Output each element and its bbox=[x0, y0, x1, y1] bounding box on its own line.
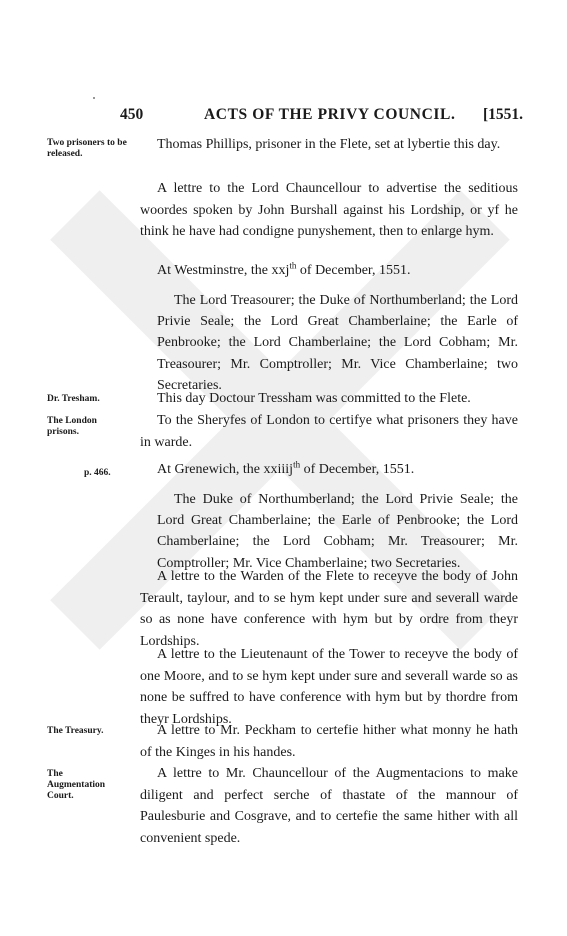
margin-note-two-prisoners: Two prisoners to be released. bbox=[47, 138, 127, 159]
margin-note-dr-tresham: Dr. Tresham. bbox=[47, 394, 100, 404]
attendance-list-grenewich: The Duke of Northumberland; the Lord Privie Seale; the Lord Great Chamberlaine; the Earle of Penbrooke; the Lord Chamberlaine; the Lord Cobham; Mr. Treasourer; Mr. Comptroller; Mr. Vice Chamberlaine; two Secretaries. bbox=[157, 492, 518, 571]
entry-lord-chauncellour: A lettre to the Lord Chauncellour to advertise the seditious woordes spoken by John Burshall against his Lordship, or yf he think he have had condigne punyshement, then to enlarge hym. bbox=[140, 181, 518, 239]
entry-augmentacions: A lettre to Mr. Chauncellour of the Augmentacions to make diligent and perfect serche of thastate of the mannour of Paulesburie and Cosgrave, and to certefie the same hither with all convenient spede. bbox=[140, 766, 518, 846]
attendance-list-westminstre: The Lord Treasourer; the Duke of Northumberland; the Lord Privie Seale; the Lord Great Chamberlaine; the Earle of Penbrooke; the Lord Chamberlaine; the Lord Cobham; Mr. Treasourer; Mr. Comptroller; Mr. Vice Chamberlaine; two Secretaries. bbox=[157, 293, 518, 393]
entry-thomas-phillips: Thomas Phillips, prisoner in the Flete, set at lybertie this day. bbox=[157, 137, 501, 152]
entry-lieutenaunt-of-the-tower: A lettre to the Lieutenaunt of the Tower to receyve the body of one Moore, and to se hym kept under sure and severall warde so as none be suffred to have conference with hym but by thordre from theyr Lordships. bbox=[140, 647, 518, 727]
page-number: 450 bbox=[120, 106, 144, 123]
margin-note-london-prisons: The London prisons. bbox=[47, 416, 97, 437]
entry-doctour-tressham: This day Doctour Tressham was committed to the Flete. bbox=[157, 391, 471, 406]
entry-warden-of-the-flete: A lettre to the Warden of the Flete to receyve the body of John Terault, taylour, and to se hym kept under sure and severall warde so as none have conference with hym but by ordre from theyr Lordships. bbox=[140, 569, 518, 649]
page-speck bbox=[93, 97, 95, 99]
running-header bbox=[0, 106, 567, 128]
entry-mr-peckham: A lettre to Mr. Peckham to certefie hither what monny he hath of the Kinges in his handes. bbox=[140, 723, 518, 760]
session-heading-grenewich: At Grenewich, the xxiiij$^{th}$ of December, 1551. bbox=[157, 459, 415, 477]
running-year: [1551. bbox=[483, 106, 524, 123]
margin-note-page-ref: p. 466. bbox=[84, 468, 111, 478]
entry-sheryfes-of-london: To the Sheryfes of London to certifye what prisoners they have in warde. bbox=[140, 413, 518, 450]
running-title: ACTS OF THE PRIVY COUNCIL. bbox=[204, 106, 456, 123]
session-heading-westminstre: At Westminstre, the xxj$^{th}$ of December, 1551. bbox=[157, 260, 411, 278]
margin-note-treasury: The Treasury. bbox=[47, 726, 104, 736]
margin-note-augmentation-court: The Augmentation Court. bbox=[47, 769, 106, 801]
